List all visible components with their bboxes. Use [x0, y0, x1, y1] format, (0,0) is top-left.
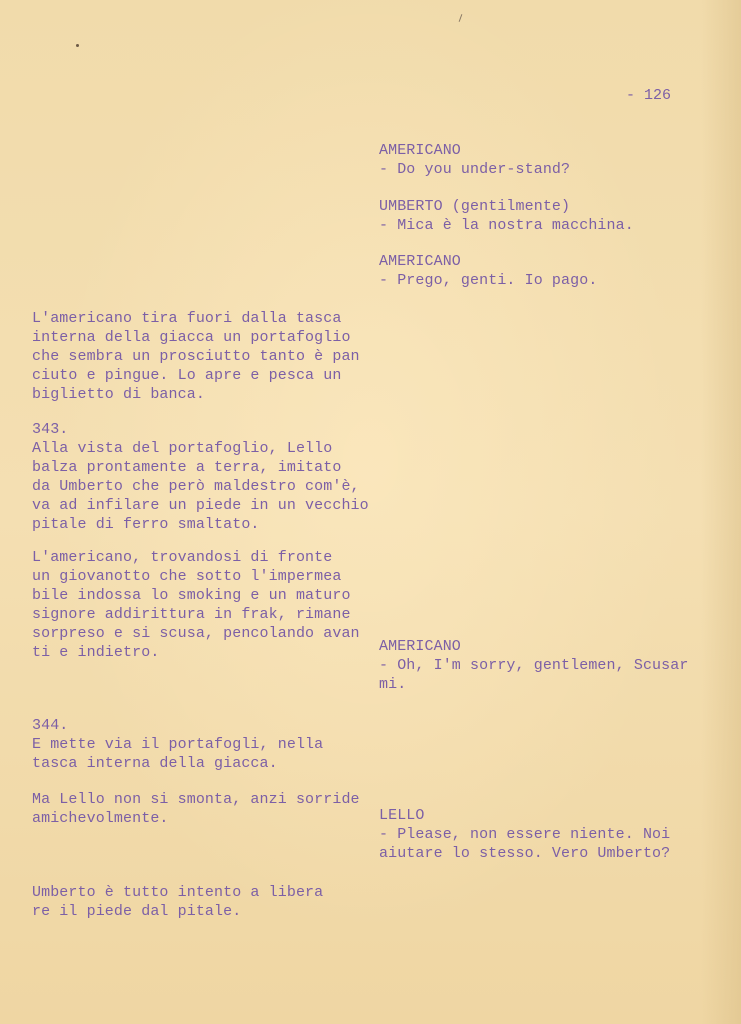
action-line: Ma Lello non si smonta, anzi sorride — [32, 791, 360, 808]
action-line: L'americano tira fuori dalla tasca — [32, 310, 342, 327]
page-edge-shadow — [701, 0, 741, 1024]
action-line: re il piede dal pitale. — [32, 903, 242, 920]
dialogue-line: AMERICANO — [379, 142, 461, 159]
action-line: signore addirittura in frak, rimane — [32, 606, 351, 623]
dialogue-line: LELLO — [379, 807, 425, 824]
action-line: da Umberto che però maldestro com'è, — [32, 478, 360, 495]
action-line: interna della giacca un portafoglio — [32, 329, 351, 346]
action-line: tasca interna della giacca. — [32, 755, 278, 772]
action-line: biglietto di banca. — [32, 386, 205, 403]
action-line: un giovanotto che sotto l'impermea — [32, 568, 342, 585]
action-line: bile indossa lo smoking e un maturo — [32, 587, 351, 604]
dialogue-line: AMERICANO — [379, 253, 461, 270]
action-line: pitale di ferro smaltato. — [32, 516, 260, 533]
action-line: amichevolmente. — [32, 810, 169, 827]
action-line: sorpreso e si scusa, pencolando avan — [32, 625, 360, 642]
action-line: che sembra un prosciutto tanto è pan — [32, 348, 360, 365]
dialogue-line: - Do you under-stand? — [379, 161, 571, 178]
action-line: Alla vista del portafoglio, Lello — [32, 440, 333, 457]
action-line: va ad infilare un piede in un vecchio — [32, 497, 369, 514]
action-line: ti e indietro. — [32, 644, 160, 661]
action-line: E mette via il portafogli, nella — [32, 736, 324, 753]
dialogue-line: - Please, non essere niente. Noi — [379, 826, 671, 843]
dialogue-line: - Mica è la nostra macchina. — [379, 217, 634, 234]
dialogue-line: mi. — [379, 676, 407, 693]
action-line: L'americano, trovandosi di fronte — [32, 549, 333, 566]
action-line: 343. — [32, 421, 69, 438]
paper-mark — [459, 14, 463, 22]
action-line: 344. — [32, 717, 69, 734]
action-line: Umberto è tutto intento a libera — [32, 884, 324, 901]
page-number: - 126 — [626, 87, 672, 104]
action-line: ciuto e pingue. Lo apre e pesca un — [32, 367, 342, 384]
dialogue-line: aiutare lo stesso. Vero Umberto? — [379, 845, 671, 862]
dialogue-line: UMBERTO (gentilmente) — [379, 198, 571, 215]
paper-speck — [76, 44, 79, 47]
dialogue-line: - Prego, genti. Io pago. — [379, 272, 598, 289]
dialogue-line: - Oh, I'm sorry, gentlemen, Scusar — [379, 657, 689, 674]
action-line: balza prontamente a terra, imitato — [32, 459, 342, 476]
dialogue-line: AMERICANO — [379, 638, 461, 655]
